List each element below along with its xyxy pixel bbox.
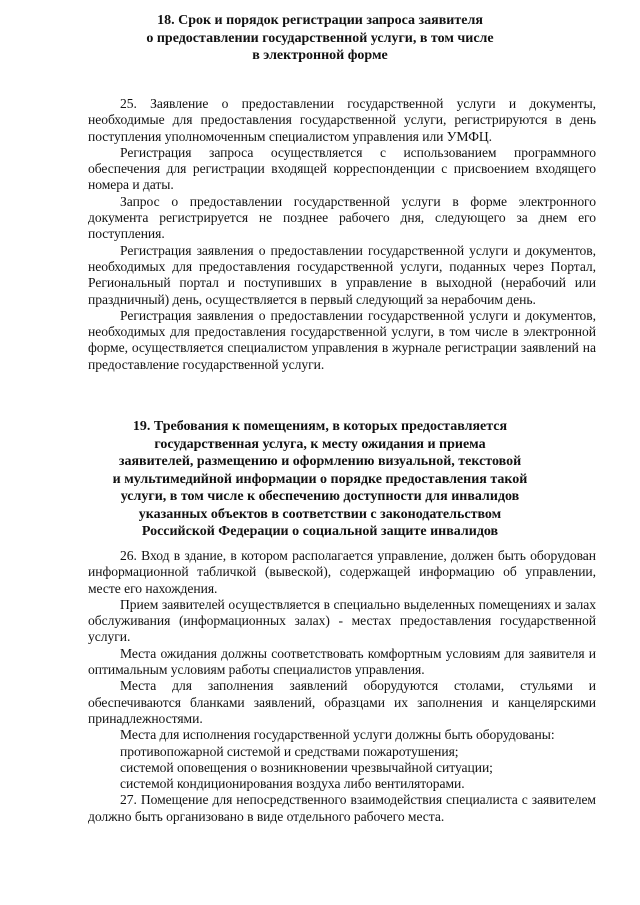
paragraph-reception: Прием заявителей осуществляется в специально выделенных помещениях и залах обслуживания (информационных залах) - местах предоставления государственной услуги. (88, 596, 596, 645)
section-19-body (88, 548, 596, 825)
section-19-heading-line-7: Российской Федерации о социальной защите инвалидов (141, 524, 499, 539)
section-18-heading-line-2: о предоставлении государственной услуги, в том числе (146, 30, 494, 46)
section-19-heading-line-2: государственная услуга, к месту ожидания и приема (154, 436, 486, 452)
paragraph-journal-registration: Регистрация заявления о предоставлении государственной услуги и документов, необходимых для предоставления государственной услуги, в том числе в электронной форме, осуществляется специалистом управления в журнале регистрации заявлений на предоставление государственной услуги. (88, 307, 596, 372)
paragraph-25: 25. Заявление о предоставлении государственной услуги и документы, необходимые для предоставления государственной услуги, регистрируются в день поступления уполномоченным специалистом управления или УМФЦ. (88, 96, 596, 144)
section-19-heading (80, 418, 560, 541)
section-19-heading-line-6: указанных объектов в соответствии с законодательством (138, 506, 502, 522)
section-19-heading-line-3: заявителей, размещению и оформлению визуальной, текстовой (118, 454, 522, 469)
section-19-heading-line-5: услуги, в том числе к обеспечению доступности для инвалидов (120, 489, 520, 504)
section-19-heading-line-4: и мультимедийной информации о порядке предоставления такой (112, 471, 528, 487)
paragraph-portal-registration: Регистрация заявления о предоставлении государственной услуги и документов, необходимых для предоставления государственной услуги, поданных через Портал, Региональный портал и поступивших в управление в выходной (нерабочий или праздничный) день, осуществляется в первый следующий за нерабочим день. (88, 242, 596, 307)
section-18-heading-line-1: 18. Срок и порядок регистрации запроса заявителя (157, 13, 483, 28)
list-item-emergency-alert: системой оповещения о возникновении чрезвычайной ситуации; (120, 759, 493, 775)
section-19-heading-line-1: 19. Требования к помещениям, в которых предоставляется (132, 419, 508, 434)
paragraph-service-places: Места для исполнения государственной услуги должны быть оборудованы: (120, 727, 555, 743)
paragraph-26: 26. Вход в здание, в котором располагается управление, должен быть оборудован информационной табличкой (вывеской), содержащей информацию об управлении, месте его нахождения. (88, 548, 596, 596)
section-18-body (88, 96, 596, 373)
paragraph-registration-software: Регистрация запроса осуществляется с использованием программного обеспечения для регистрации входящей корреспонденции с присвоением входящего номера и даты. (88, 144, 596, 193)
section-18-heading (90, 12, 550, 65)
paragraph-form-filling: Места для заполнения заявлений оборудуются столами, стульями и обеспечиваются бланками заявлений, образцами их заполнения и канцелярскими принадлежностями. (88, 678, 596, 726)
list-item-fire-safety: противопожарной системой и средствами пожаротушения; (120, 743, 459, 759)
paragraph-27: 27. Помещение для непосредственного взаимодействия специалиста с заявителем должно быть организовано в виде отдельного рабочего места. (88, 792, 596, 824)
paragraph-waiting-areas: Места ожидания должны соответствовать комфортным условиям для заявителя и оптимальным условиям работы специалистов управления. (88, 645, 596, 678)
paragraph-electronic-request: Запрос о предоставлении государственной услуги в форме электронного документа регистрируется не позднее рабочего дня, следующего за днем его поступления. (88, 193, 596, 242)
section-18-heading-line-3: в электронной форме (252, 48, 388, 63)
list-item-air-conditioning: системой кондиционирования воздуха либо вентиляторами. (120, 776, 465, 792)
